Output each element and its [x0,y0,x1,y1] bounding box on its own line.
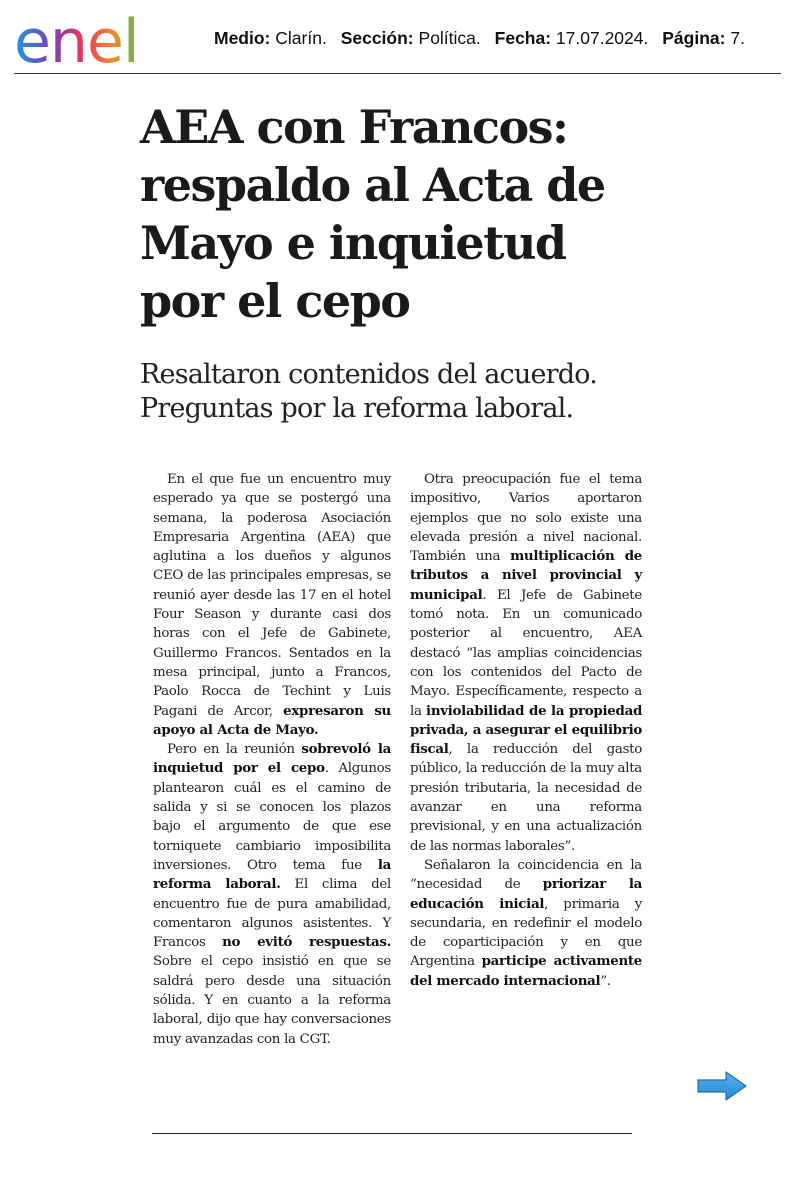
arrow-right-icon[interactable] [696,1070,748,1102]
enel-logo [14,6,184,70]
article-column-2 [410,470,642,991]
medio-label: Medio: [214,28,271,48]
footer-divider [152,1133,632,1134]
fecha-label: Fecha: [494,28,552,48]
pagina-label: Página: [662,28,726,48]
seccion-value: Política. [418,28,481,48]
article-headline: AEA con Francos: respaldo al Acta de Mayo e inquietud por el cepo [140,100,605,328]
seccion-label: Sección: [340,28,414,48]
header-divider [14,73,781,74]
paragraph: Pero en la reunión sobrevoló la inquietud por el cepo. Algunos plantearon cuál es el camino de salida y si se conocen los plazos bajo el argumento de que ese torniquete cambiario imposibilita inversiones. Otro tema fue la reforma laboral. El clima del encuentro fue de pura amabilidad, comentaron algunos asistentes. Y Francos no evitó respuestas. Sobre el cepo insistió en que se saldrá pero desde una situación sólida. Y en cuanto a la reforma laboral, dijo que hay conversaciones muy avanzadas con la CGT. [153,741,392,1047]
article-column-1 [153,470,391,1049]
medio-value: Clarín. [275,28,327,48]
paragraph: Otra preocupación fue el tema impositivo, Varios aportaron ejemplos que no solo existe una elevada presión a nivel nacional. También una multiplicación de tributos a nivel provincial y municipal. El Jefe de Gabinete tomó nota. En un comunicado posterior al encuentro, AEA destacó “las amplias coincidencias con los contenidos del Pacto de Mayo. Específicamente, respecto a la inviolabilidad de la propiedad privada, a asegurar el equilibrio fiscal, la reducción del gasto público, la reducción de la muy alta presión tributaria, la necesidad de avanzar en una reforma previsional, y en una actualización de las normas laborales”. [410,472,643,854]
document-metadata [214,28,745,49]
fecha-value: 17.07.2024. [555,28,649,48]
article-subhead: Resaltaron contenidos del acuerdo. Preguntas por la reforma laboral. [140,359,597,424]
paragraph: Señalaron la coincidencia en la “necesidad de priorizar la educación inicial, primaria y secundaria, en redefinir el modelo de coparticipación y en que Argentina participe activamente del mercado internacional”. [410,857,642,989]
paragraph: En el que fue un encuentro muy esperado ya que se postergó una semana, la poderosa Asociación Empresaria Argentina (AEA) que aglutina a los dueños y algunos CEO de las principales empresas, se reunió ayer desde las 17 en el hotel Four Season y durante casi dos horas con el Jefe de Gabinete, Guillermo Francos. Sentados en la mesa principal, junto a Francos, Paolo Rocca de Techint y Luis Pagani de Arcor, expresaron su apoyo al Acta de Mayo. [153,472,391,738]
pagina-value: 7. [730,28,745,48]
logo-text: enel [14,7,139,70]
